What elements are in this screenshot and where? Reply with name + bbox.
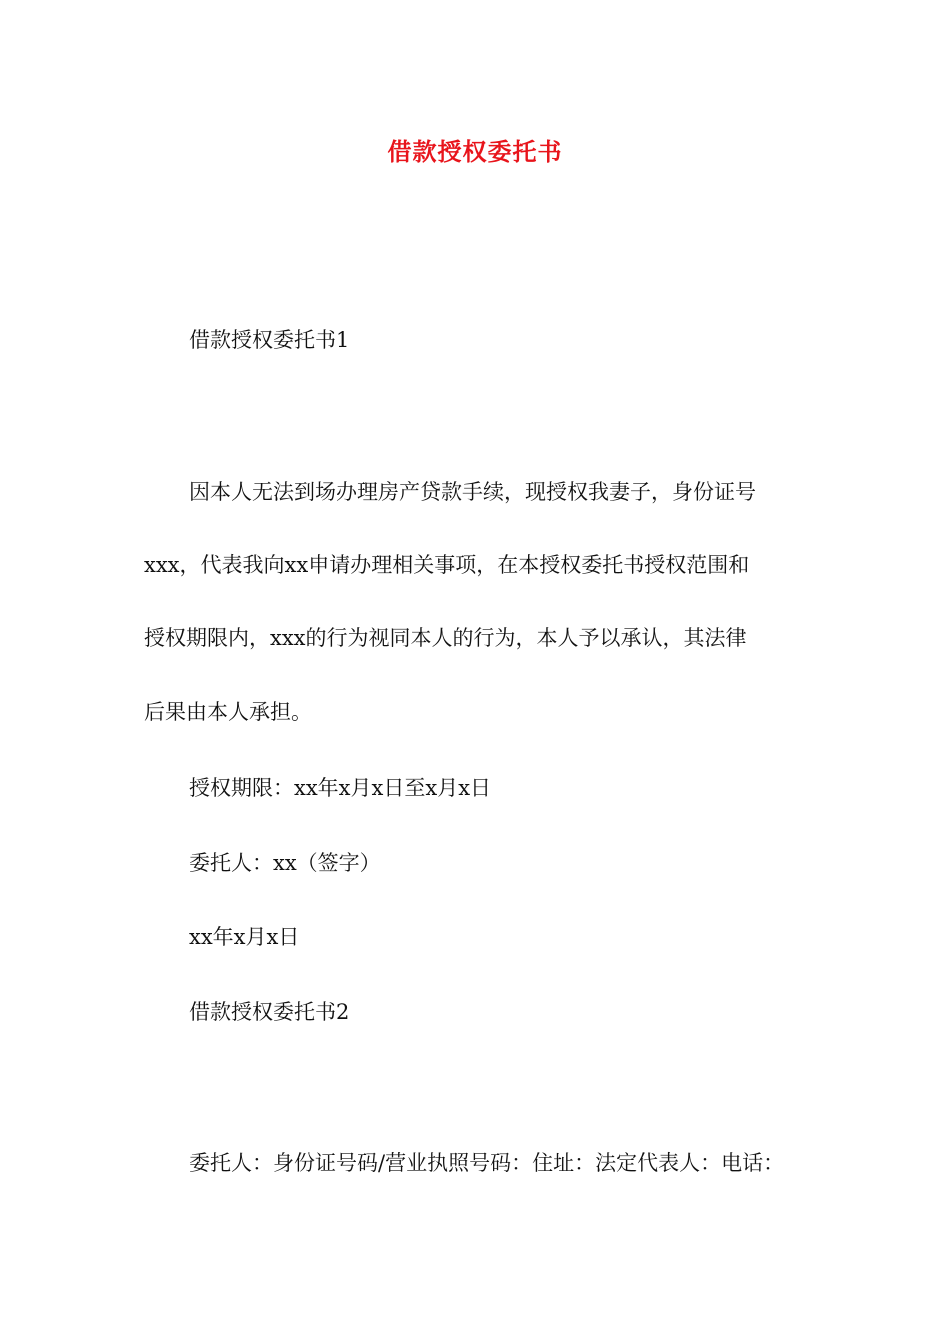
authorization-period: 授权期限：xx年x月x日至x月x日 — [189, 776, 492, 800]
section1-heading: 借款授权委托书1 — [189, 328, 350, 352]
principal-fields: 委托人：身份证号码/营业执照号码：住址：法定代表人：电话： — [189, 1151, 785, 1175]
paragraph1-line-1: 因本人无法到场办理房产贷款手续，现授权我妻子，身份证号 — [189, 480, 756, 504]
paragraph1-line-4: 后果由本人承担。 — [144, 700, 312, 724]
principal-signature: 委托人：xx（签字） — [189, 851, 381, 875]
section2-heading: 借款授权委托书2 — [189, 1000, 350, 1024]
paragraph1-line-2: xxx，代表我向xx申请办理相关事项，在本授权委托书授权范围和 — [144, 553, 750, 577]
paragraph1-line-3: 授权期限内，xxx的行为视同本人的行为，本人予以承认，其法律 — [144, 626, 747, 650]
document-title: 借款授权委托书 — [387, 138, 563, 166]
signature-date: xx年x月x日 — [189, 925, 300, 949]
